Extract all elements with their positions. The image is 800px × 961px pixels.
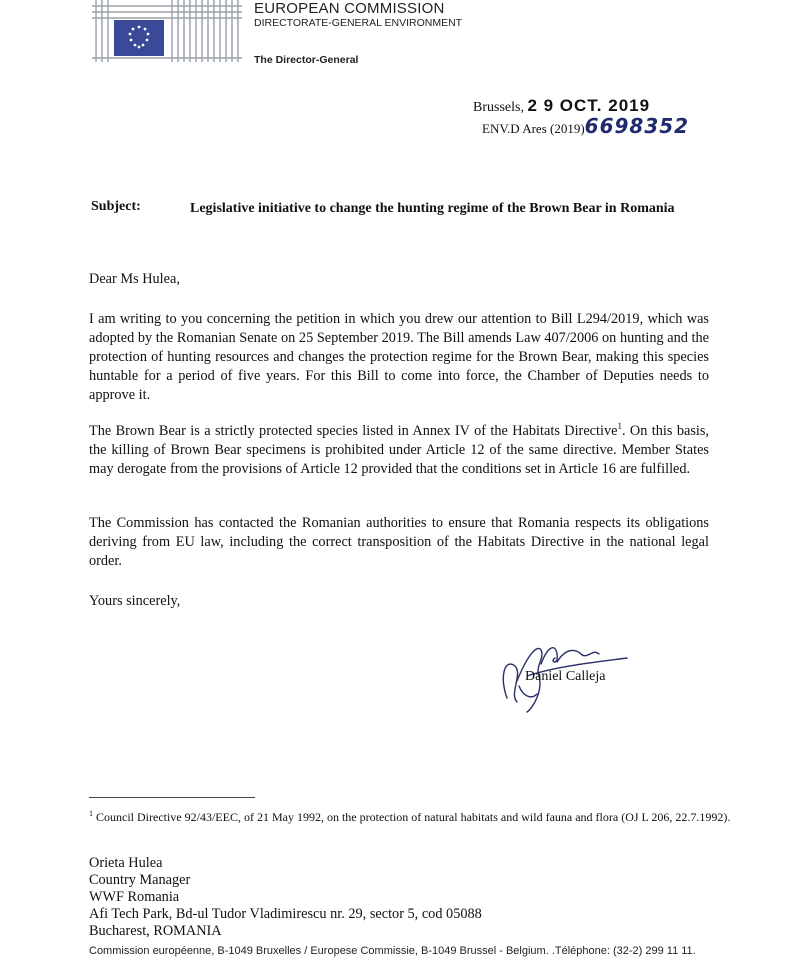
footnote-divider <box>89 797 255 798</box>
footnote <box>89 806 749 825</box>
paragraph-3: The Commission has contacted the Romanian authorities to ensure that Romania respects its obligations deriving from EU law, including the correct transposition of the Habitats Directive in the national legal order. <box>89 515 709 569</box>
paragraph-2: The Brown Bear is a strictly protected species listed in Annex IV of the Habitats Directive$^1$. On this basis, the killing of Brown Bear specimens is prohibited under Article 12 of the same directive. Member States may derogate from the provisions of Article 12 provided that the conditions set in Article 16 are fulfilled. <box>89 421 709 477</box>
organization-name: EUROPEAN COMMISSION <box>254 0 445 17</box>
recipient-organization: WWF Romania <box>89 889 180 905</box>
ec-logo <box>92 0 242 62</box>
date-place: Brussels, <box>473 100 524 115</box>
subject-label: Subject: <box>91 199 141 214</box>
recipient-title: Country Manager <box>89 872 191 888</box>
recipient-name: Orieta Hulea <box>89 855 163 871</box>
eu-flag-icon <box>114 20 164 56</box>
date-stamp: 2 9 OCT. 2019 <box>527 96 651 115</box>
date-line <box>473 96 650 116</box>
footnote-marker: 1 <box>89 809 93 818</box>
commission-footer: Commission européenne, B-1049 Bruxelles / Europese Commissie, B-1049 Brussel - Belgium. .Téléphone: (32-2) 299 11 11. <box>89 945 696 957</box>
closing: Yours sincerely, <box>89 593 181 609</box>
recipient-address <box>89 855 482 940</box>
reference-number: 6698352 <box>584 114 690 138</box>
reference-prefix: ENV.D Ares (2019) <box>482 121 585 136</box>
subject-text: Legislative initiative to change the hunting regime of the Brown Bear in Romania <box>190 201 675 216</box>
footnote-ref: 1 <box>617 421 622 432</box>
paragraph-2-rest: On this basis, the killing of Brown Bear specimens is prohibited under Article 12 of the same directive. Member States may derogate from the provisions of Article 12 provided that the conditions set in Article 16 are fulfilled. <box>89 423 709 477</box>
reference-line <box>482 114 689 138</box>
recipient-street: Afi Tech Park, Bd-ul Tudor Vladimirescu nr. 29, sector 5, cod 05088 <box>89 906 482 922</box>
salutation: Dear Ms Hulea, <box>89 271 180 287</box>
paragraph-2-lead: The Brown Bear is a strictly protected species listed in Annex IV of the Habitats Directive <box>89 423 618 439</box>
signatory-name: Daniel Calleja <box>525 669 606 684</box>
sender-role: The Director-General <box>254 54 359 66</box>
footnote-text: Council Directive 92/43/EEC, of 21 May 1992, on the protection of natural habitats and wild fauna and flora (OJ L 206, 22.7.1992). <box>96 810 731 824</box>
directorate-name: DIRECTORATE-GENERAL ENVIRONMENT <box>254 17 463 29</box>
ec-building-icon <box>92 0 242 62</box>
recipient-city: Bucharest, ROMANIA <box>89 923 222 939</box>
paragraph-1: I am writing to you concerning the petition in which you drew our attention to Bill L294/2019, which was adopted by the Romanian Senate on 25 September 2019. The Bill amends Law 407/2006 on hunting and the protection of hunting resources and changes the protection regime for the Brown Bear, making this species huntable for a period of five years. For this Bill to come into force, the Chamber of Deputies needs to approve it. <box>89 311 709 403</box>
